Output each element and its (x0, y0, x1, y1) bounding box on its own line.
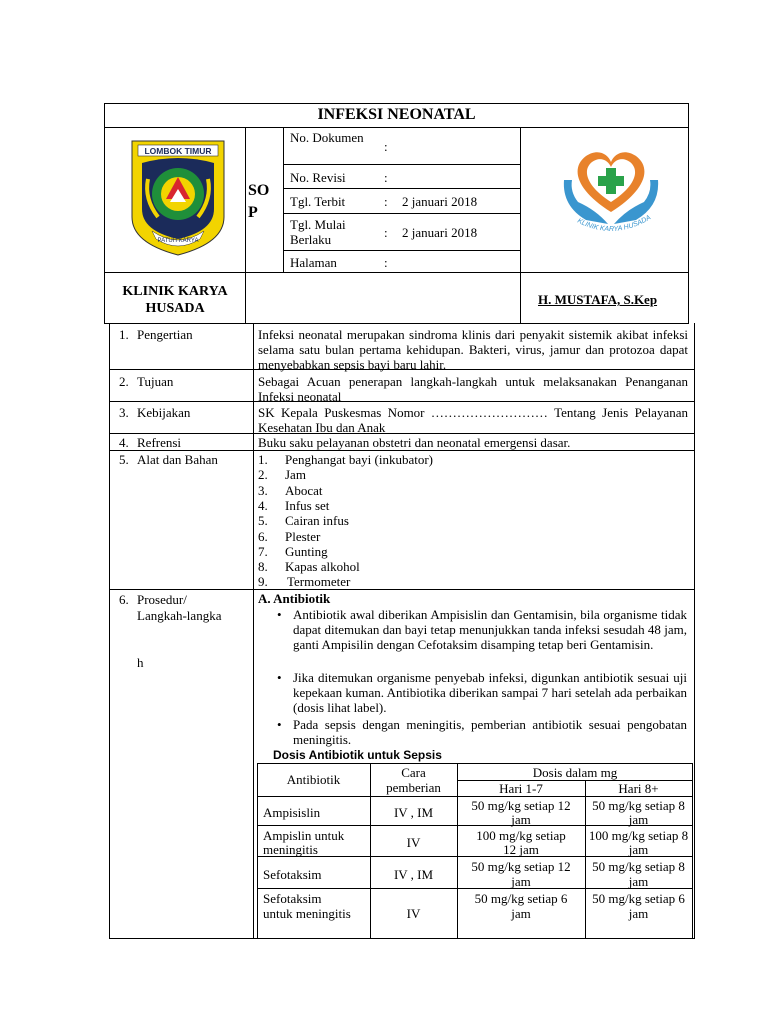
section-label-prosedur: Prosedur/ (137, 592, 187, 607)
table-cell: jam (628, 906, 649, 921)
svg-text:KLINIK KARYA HUSADA: KLINIK KARYA HUSADA (576, 214, 653, 234)
table-cell: jam (511, 812, 531, 827)
bullet-glyph: • (277, 607, 282, 622)
section-text-refrensi: Buku saku pelayanan obstetri dan neonatal emergensi dasar. (258, 435, 571, 450)
table-cell: Ampislin untuk (263, 828, 345, 843)
meta-label-tgl-mulai: Tgl. Mulai Berlaku (290, 217, 346, 247)
table-cell: IV , IM (393, 805, 434, 820)
table-cell: jam (511, 874, 531, 889)
section-number: 6. (119, 592, 129, 607)
table-cell: IV (406, 906, 421, 921)
section-number: 3. (119, 405, 129, 420)
meta-value-tgl-terbit: 2 januari 2018 (402, 194, 478, 209)
section-label-tujuan: Tujuan (137, 374, 174, 389)
meta-label-no-dokumen: No. Dokumen (290, 130, 364, 145)
list-item: Jika ditemukan organisme penyebab infeksi, digunkan antibiotik sesuai uji kepekaan kuman. Antibiotika diberikan sampai 7 hari setelah ada perbaikan (dosis lihat label). (293, 670, 687, 715)
table-cell: IV , IM (393, 867, 434, 882)
section-label-prosedur: h (137, 655, 144, 670)
table-cell: 50 mg/kg setiap 12 (471, 798, 571, 813)
table-cell: Ampisislin (263, 805, 321, 820)
table-cell: 50 mg/kg setiap 8 (592, 798, 685, 813)
section-label-pengertian: Pengertian (137, 327, 193, 342)
section-label-alat: Alat dan Bahan (137, 452, 218, 467)
meta-colon: : (384, 194, 388, 209)
list-item: 8. Kapas alkohol (258, 559, 360, 574)
section-label-prosedur: Langkah-langka (137, 608, 222, 623)
section-label-kebijakan: Kebijakan (137, 405, 191, 420)
table-cell: jam (628, 812, 649, 827)
dose-table-header: Dosis dalam mg (532, 765, 618, 780)
dose-table-header: Hari 1-7 (499, 781, 543, 796)
table-cell: 50 mg/kg setiap 6 (592, 891, 685, 906)
table-cell: IV (406, 835, 421, 850)
bullet-glyph: • (277, 670, 282, 685)
section-text-kebijakan: SK Kepala Puskesmas Nomor ……………………… Tentang Jenis Pelayanan Kesehatan Ibu dan Anak (258, 405, 688, 435)
document-title: INFEKSI NEONATAL (317, 106, 476, 123)
subheading-antibiotik: A. Antibiotik (258, 591, 331, 606)
list-item: 1. Penghangat bayi (inkubator) (258, 452, 434, 467)
table-cell: Sefotaksim (263, 867, 322, 882)
lombok-timur-logo (130, 139, 226, 262)
table-cell: 100 mg/kg setiap (476, 828, 566, 843)
section-number: 1. (119, 327, 129, 342)
meta-label-no-revisi: No. Revisi (290, 170, 346, 185)
meta-colon: : (384, 139, 388, 154)
meta-label-tgl-terbit: Tgl. Terbit (290, 194, 346, 209)
klinik-karya-husada-logo (556, 140, 666, 245)
list-item: 4. Infus set (258, 498, 330, 513)
svg-text:LOMBOK TIMUR: LOMBOK TIMUR (144, 146, 212, 156)
table-cell: 12 jam (503, 842, 539, 857)
section-label-refrensi: Refrensi (137, 435, 182, 450)
section-number: 2. (119, 374, 129, 389)
table-cell: jam (628, 842, 649, 857)
table-cell: untuk meningitis (263, 906, 351, 921)
meta-value-tgl-mulai: 2 januari 2018 (402, 225, 478, 240)
dose-table-caption: Dosis Antibiotik untuk Sepsis (273, 748, 442, 762)
meta-colon: : (384, 255, 388, 270)
table-cell: jam (511, 906, 531, 921)
section-number: 4. (119, 435, 129, 450)
list-item: 9. Termometer (258, 574, 351, 589)
meta-colon: : (384, 225, 388, 240)
table-cell: jam (628, 874, 649, 889)
signatory-name: H. MUSTAFA, S.Kep (538, 292, 658, 307)
list-item: Antibiotik awal diberikan Ampisislin dan Gentamisin, bila organisme tidak dapat ditemukan dan bayi tetap menunjukkan tanda infeksi sesudah 48 jam, ganti Ampisilin dengan Cefotaksim disamping tetap beri Gentamisin. (293, 607, 687, 652)
section-text-tujuan: Sebagai Acuan penerapan langkah-langkah untuk melaksanakan Penanganan Infeksi neonatal (258, 374, 688, 404)
table-cell: 50 mg/kg setiap 8 (592, 859, 685, 874)
dose-table-header: pemberian (386, 780, 441, 795)
dose-table-header: Antibiotik (286, 772, 341, 787)
list-item: 7. Gunting (258, 544, 328, 559)
section-number: 5. (119, 452, 129, 467)
dose-table-header: Hari 8+ (618, 781, 659, 796)
table-cell: 50 mg/kg setiap 12 (471, 859, 571, 874)
dose-table-header: Cara (401, 765, 426, 780)
sop-label: SO P (248, 182, 270, 221)
list-item: 6. Plester (258, 529, 321, 544)
table-cell: meningitis (263, 842, 318, 857)
list-item: 3. Abocat (258, 483, 323, 498)
bullet-glyph: • (277, 717, 282, 732)
table-cell: 50 mg/kg setiap 6 (474, 891, 568, 906)
table-cell: 100 mg/kg setiap 8 (588, 828, 689, 843)
list-item: Pada sepsis dengan meningitis, pemberian antibiotik sesuai pengobatan meningitis. (293, 717, 687, 747)
table-cell: Sefotaksim (263, 891, 322, 906)
meta-label-halaman: Halaman (290, 255, 337, 270)
list-item: 5. Cairan infus (258, 513, 349, 528)
section-text-pengertian: Infeksi neonatal merupakan sindroma klinis dari penyakit sistemik akibat infeksi selama satu bulan pertama kehidupan. Bakteri, virus, jamur dan protozoa dapat menyebabkan sepsis bayi baru lahir. (258, 327, 688, 372)
list-item: 2. Jam (258, 467, 306, 482)
clinic-name: KLINIK KARYA HUSADA (122, 284, 228, 316)
svg-text:PATUH KARYA: PATUH KARYA (157, 238, 199, 244)
meta-colon: : (384, 170, 388, 185)
